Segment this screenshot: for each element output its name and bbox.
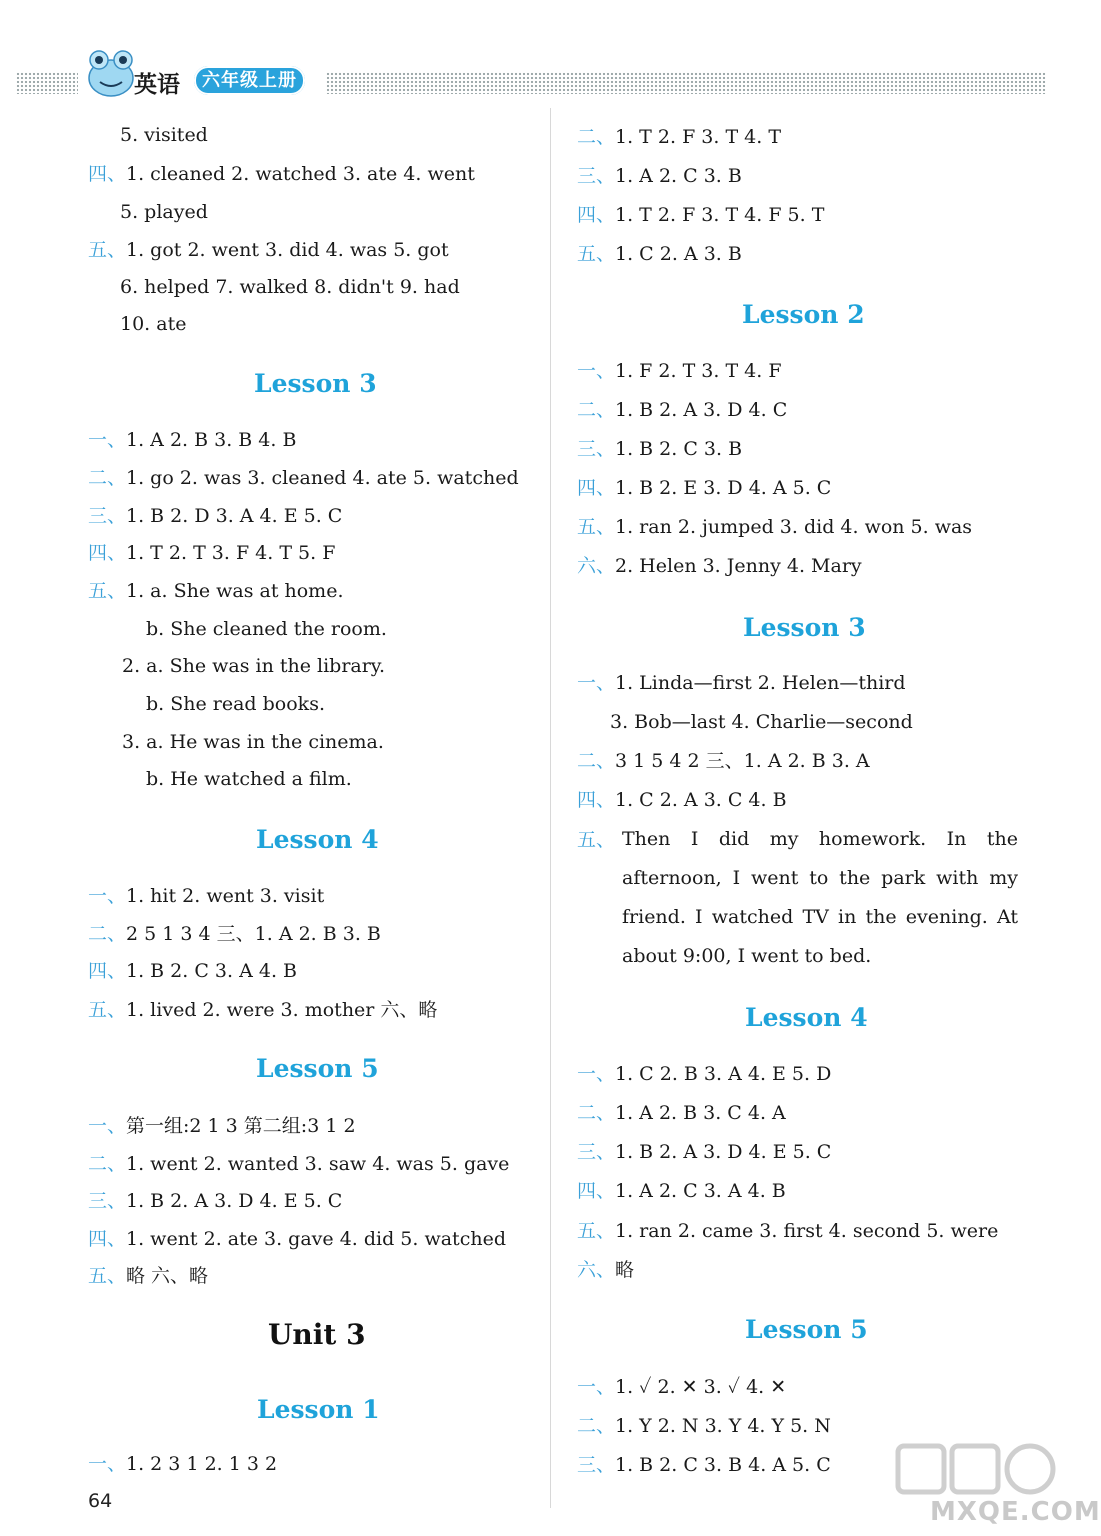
- answer-text: 1. B 2. A 3. D 4. C: [615, 399, 788, 421]
- section-number: 三、: [577, 1141, 616, 1163]
- column-divider: [550, 108, 551, 1508]
- lesson-heading: Lesson 1: [257, 1395, 380, 1424]
- answer-text: 1. A 2. C 3. A 4. B: [615, 1180, 786, 1202]
- answer-line: [120, 122, 208, 148]
- section-number: 五、: [577, 829, 616, 851]
- answer-line: [88, 1113, 356, 1139]
- lesson-heading: Lesson 2: [742, 300, 865, 329]
- answer-line: [577, 1374, 786, 1400]
- answer-line: [120, 274, 460, 300]
- lesson-heading: Lesson 3: [743, 613, 866, 642]
- answer-line: [577, 514, 972, 540]
- answer-text: 1. 2 3 1 2. 1 3 2: [126, 1453, 278, 1475]
- answer-line: [577, 163, 742, 189]
- lesson-heading: Lesson 5: [256, 1054, 379, 1083]
- lesson-heading: Lesson 4: [745, 1003, 868, 1032]
- answer-line: [88, 1151, 509, 1177]
- section-number: 一、: [577, 1063, 616, 1085]
- page-header: [16, 66, 1046, 98]
- section-number: 二、: [577, 1102, 616, 1124]
- answer-line: [610, 709, 913, 735]
- answer-line: [88, 997, 437, 1023]
- answer-text: 1. cleaned 2. watched 3. ate 4. went: [126, 163, 475, 185]
- section-number: 五、: [88, 239, 127, 261]
- subject-title: 英语: [134, 72, 180, 98]
- answer-text: 1. Y 2. N 3. Y 4. Y 5. N: [615, 1415, 831, 1437]
- section-number: 四、: [577, 789, 616, 811]
- section-number: 一、: [88, 1453, 127, 1475]
- section-number: 一、: [577, 1376, 616, 1398]
- section-number: 二、: [577, 399, 616, 421]
- answer-text: 1. B 2. A 3. D 4. E 5. C: [126, 1190, 343, 1212]
- answer-text: 1. A 2. C 3. B: [615, 165, 742, 187]
- answer-line: [577, 241, 742, 267]
- answer-line: [88, 503, 342, 529]
- answer-line: [88, 161, 475, 187]
- section-number: 四、: [577, 477, 616, 499]
- answer-text: 1. B 2. C 3. B: [615, 438, 743, 460]
- answer-text: 第一组:2 1 3 第二组:3 1 2: [126, 1115, 356, 1137]
- section-number: 四、: [88, 1228, 127, 1250]
- unit-heading: Unit 3: [268, 1318, 366, 1351]
- answer-text: 2. a. She was in the library.: [122, 655, 386, 677]
- answer-text: 1. F 2. T 3. T 4. F: [615, 360, 782, 382]
- answer-text: 3. Bob—last 4. Charlie—second: [610, 711, 913, 733]
- page-number: 64: [88, 1490, 113, 1512]
- answer-text: 略 六、略: [126, 1265, 209, 1287]
- section-number: 六、: [577, 1259, 616, 1281]
- answer-line: [88, 1188, 342, 1214]
- answer-text: 3. a. He was in the cinema.: [122, 731, 384, 753]
- answer-line: [577, 1178, 786, 1204]
- grade-badge: 六年级上册: [194, 66, 305, 95]
- answer-line: [122, 729, 384, 755]
- section-number: 三、: [577, 1454, 616, 1476]
- answer-text: 1. go 2. was 3. cleaned 4. ate 5. watched: [126, 467, 519, 489]
- answer-line: [577, 670, 906, 696]
- answer-text: 1. went 2. wanted 3. saw 4. was 5. gave: [126, 1153, 510, 1175]
- frog-mascot-icon: [82, 46, 140, 100]
- answer-text: 1. went 2. ate 3. gave 4. did 5. watched: [126, 1228, 506, 1250]
- answer-text: 2. Helen 3. Jenny 4. Mary: [615, 555, 862, 577]
- answer-text: 1. B 2. C 3. B 4. A 5. C: [615, 1454, 831, 1476]
- answer-text: 1. B 2. C 3. A 4. B: [126, 960, 297, 982]
- answer-line: [577, 748, 870, 774]
- header-dot-band-right: [326, 72, 1046, 94]
- answer-text: 1. T 2. F 3. T 4. T: [615, 126, 782, 148]
- answer-text: 1. C 2. B 3. A 4. E 5. D: [615, 1063, 832, 1085]
- answer-line: [88, 883, 324, 909]
- answer-text: b. She cleaned the room.: [146, 618, 387, 640]
- section-number: 三、: [577, 165, 616, 187]
- answer-line: [577, 787, 787, 813]
- answer-text: 1. ran 2. jumped 3. did 4. won 5. was: [615, 516, 973, 538]
- answer-text: 6. helped 7. walked 8. didn't 9. had: [120, 276, 460, 298]
- answer-text: 2 5 1 3 4 三、1. A 2. B 3. B: [126, 923, 381, 945]
- answer-text: 10. ate: [120, 313, 187, 335]
- answer-line: [88, 237, 449, 263]
- answer-text: 3 1 5 4 2 三、1. A 2. B 3. A: [615, 750, 870, 772]
- answer-line: [88, 921, 381, 947]
- answer-line: [577, 553, 862, 579]
- answer-line: [577, 124, 781, 150]
- section-number: 二、: [88, 923, 127, 945]
- answer-paragraph: Then I did my homework. In the afternoon, I went to the park with my friend. I watched TV in the evening. At about 9:00, I went to bed.: [622, 828, 1018, 967]
- answer-line: [577, 1139, 831, 1165]
- lesson-heading: Lesson 5: [745, 1315, 868, 1344]
- answer-line: [146, 766, 352, 792]
- section-number: 六、: [577, 555, 616, 577]
- section-number: 四、: [88, 960, 127, 982]
- section-number: 二、: [88, 467, 127, 489]
- section-number: 三、: [88, 1190, 127, 1212]
- answer-text: b. She read books.: [146, 693, 325, 715]
- section-number: 四、: [88, 542, 127, 564]
- answer-text: b. He watched a film.: [146, 768, 352, 790]
- lesson-heading: Lesson 4: [256, 825, 379, 854]
- section-number: 四、: [88, 163, 127, 185]
- answer-line: [577, 1257, 634, 1283]
- section-number: 五、: [577, 1220, 616, 1242]
- answer-line: [577, 1413, 831, 1439]
- answer-line: [577, 1061, 831, 1087]
- section-number: 一、: [88, 1115, 127, 1137]
- answer-line: [88, 1263, 208, 1289]
- answer-text: 1. T 2. F 3. T 4. F 5. T: [615, 204, 825, 226]
- answer-text: 1. C 2. A 3. C 4. B: [615, 789, 787, 811]
- answer-line: [122, 653, 385, 679]
- section-number: 四、: [577, 1180, 616, 1202]
- answer-line: [577, 1452, 831, 1478]
- answer-text: 略: [615, 1259, 635, 1281]
- answer-text: 1. B 2. E 3. D 4. A 5. C: [615, 477, 832, 499]
- section-number: 一、: [577, 672, 616, 694]
- section-number: 一、: [88, 885, 127, 907]
- answer-line: [577, 1218, 998, 1244]
- answer-text: 1. B 2. A 3. D 4. E 5. C: [615, 1141, 832, 1163]
- answer-line: [88, 1226, 506, 1252]
- header-dot-band-left: [16, 72, 78, 94]
- section-number: 三、: [577, 438, 616, 460]
- answer-line: [577, 1100, 786, 1126]
- section-number: 二、: [577, 126, 616, 148]
- answer-line: [88, 540, 335, 566]
- answer-line: [577, 436, 742, 462]
- watermark-text: MXQE.COM: [930, 1497, 1101, 1527]
- answer-text: 1. lived 2. were 3. mother 六、略: [126, 999, 438, 1021]
- section-number: 五、: [88, 580, 127, 602]
- answer-line: [88, 578, 344, 604]
- answer-line: [120, 199, 208, 225]
- answer-line: [146, 616, 387, 642]
- answer-line: [577, 358, 782, 384]
- answer-text: 1. got 2. went 3. did 4. was 5. got: [126, 239, 449, 261]
- section-number: 二、: [577, 750, 616, 772]
- section-number: 五、: [577, 243, 616, 265]
- lesson-heading: Lesson 3: [254, 369, 377, 398]
- section-number: 四、: [577, 204, 616, 226]
- answer-line: [577, 827, 615, 853]
- section-number: 五、: [88, 1265, 127, 1287]
- answer-line: [88, 465, 519, 491]
- answer-text: 5. visited: [120, 124, 208, 146]
- section-number: 二、: [577, 1415, 616, 1437]
- answer-text: 1. A 2. B 3. C 4. A: [615, 1102, 786, 1124]
- answer-line: [577, 475, 831, 501]
- section-number: 三、: [88, 505, 127, 527]
- answer-text: 1. ✓ 2. ✕ 3. ✓ 4. ✕: [615, 1376, 787, 1398]
- section-number: 一、: [577, 360, 616, 382]
- answer-line: [577, 202, 824, 228]
- answer-text: 1. B 2. D 3. A 4. E 5. C: [126, 505, 343, 527]
- section-number: 二、: [88, 1153, 127, 1175]
- answer-text: 1. a. She was at home.: [126, 580, 344, 602]
- section-number: 一、: [88, 429, 127, 451]
- answer-line: [577, 397, 787, 423]
- section-number: 五、: [577, 516, 616, 538]
- answer-text: 5. played: [120, 201, 208, 223]
- answer-line: [146, 691, 325, 717]
- answer-text: 1. Linda—first 2. Helen—third: [615, 672, 906, 694]
- answer-text: 1. hit 2. went 3. visit: [126, 885, 325, 907]
- answer-line: [88, 427, 296, 453]
- answer-text: 1. C 2. A 3. B: [615, 243, 742, 265]
- answer-line: [120, 311, 186, 337]
- section-number: 五、: [88, 999, 127, 1021]
- answer-line: [88, 1451, 277, 1477]
- answer-line: [88, 958, 297, 984]
- answer-text: 1. A 2. B 3. B 4. B: [126, 429, 297, 451]
- answer-text: 1. T 2. T 3. F 4. T 5. F: [126, 542, 336, 564]
- answer-text: 1. ran 2. came 3. first 4. second 5. were: [615, 1220, 999, 1242]
